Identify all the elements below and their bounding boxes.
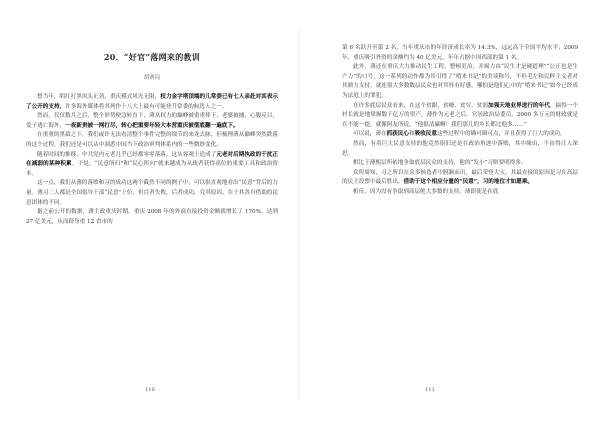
paragraph [26, 131, 278, 150]
paragraph [342, 169, 578, 188]
text-segment: 相比于薄熙层所依地争取底层民众的支持，他的“发小”习则要明得多。 [353, 160, 527, 167]
article-title: 20．“好官”落网来的教训 [103, 52, 201, 62]
highlighted-text: 加强天地业界进行的年代 [488, 102, 550, 109]
text-segment: 然而，仅仅数月之后，整个形势便急转直下，薄从权力的巅峰被重重摔下，老婆被捕，心腹反目，爱子逃亡海外， [26, 113, 278, 129]
left-page-body [26, 93, 278, 227]
page-number-right: 111 [425, 387, 435, 393]
text-segment: ，搞得一个村长就是地掌握数千亿万的资产，薄作为元老之后，官居政治局委员，2000 多万元的财政就是在不能一提，就像阿友所说，“他很清廉啊！我们那儿的乡长都比他多……” [342, 102, 578, 128]
text-segment: 这些过程中的确可圈可点，并且获得了巨大的成功。 [436, 131, 566, 138]
right-page-body [342, 44, 578, 198]
text-segment: 想当年，唱红打黑风头正劲，重庆模式风光无限， [37, 94, 161, 100]
page-number-left: 110 [145, 387, 155, 393]
text-segment: 这一点，我们从薄的落败和习的成功这两个截然不同的例子中，可以很直观地看出“民意”背后的力量。薄习二人都是全国倡导干部“民意”上位，但目者失败，后者成功，究其原因，在于其各自借助的民意团体的不同。 [26, 180, 278, 206]
text-segment: 随着时间的推移，中共党内元老几乎已经都零零落落，这从客观上造成了 [37, 151, 217, 158]
highlighted-text: 权力金字塔顶端的儿常委已有七人亲赴对其表示了公开的支持， [26, 94, 278, 110]
text-segment: 众所周知，习之所以在众多候选者中脱颖而出，最后荣登大宝，其最直接的原因是习在高层的民主投票中最后胜出， [342, 169, 578, 186]
highlighted-text: 抓获民心 [386, 131, 409, 138]
text-segment: 然而，有着巨大民意支持的他竟然很旧还是在政治角逐中落败，其中缘由，不由得让人深思。 [342, 140, 578, 157]
paragraph [26, 179, 278, 208]
text-segment: 许多海外媒体将其列作十八大上最有可能登升常委的候选人之一。 [65, 103, 228, 110]
paragraph [342, 188, 578, 198]
paragraph [26, 208, 278, 227]
highlighted-text: 一夜新贵被一网打尽，转心把重要年轻大本营重庆被彻底翻一遍底下。 [65, 122, 239, 129]
paragraph [26, 151, 278, 180]
highlighted-text: 吸收民意 [414, 131, 437, 138]
right-page [300, 0, 600, 421]
paragraph [26, 112, 278, 131]
highlighted-text: 元老对后期执政的干扰正在减弱的某种积累 [26, 151, 278, 168]
paragraph [342, 44, 578, 63]
paragraph [342, 130, 578, 140]
text-segment: 据之前公开的数据，薄主政重庆时期，重庆 2008 年的外商直接投资金额就增长了 170%，达到 27 亿美元，从而跻身重 12 省市的 [26, 209, 278, 225]
paragraph [342, 140, 578, 159]
paragraph [342, 63, 578, 101]
paragraph [342, 102, 578, 131]
text-segment: 在许多底层民众看来，在这个贫跟、贫瘠、贫穷、贫弱 [353, 102, 488, 109]
paragraph [26, 93, 278, 112]
text-segment: 此外，薄还在重庆大力推动民生工程，整顿吏治，并竭力由“民生才是硬道理”“公正也是生产力”的口号，这一系列的动作都为其引得了“啃来书记”的美谈称号，不但毛左和民粹主义者对其鼎力支持，就连很大多数数层民众也对其怀有好感，哪怕是他们心中的“啃来书记”如今已经成为法庭上的罪犯。 [342, 64, 578, 99]
text-segment: 和 [408, 131, 415, 138]
text-segment: 。于是，“民意所归”和“民心所向”就来越成为从政者获得高位的重要工具和政治资本。 [26, 161, 278, 177]
text-segment: 第 6 名跃升至第 2 名，当年重庆市的年经济成长率为 14.3%，远远高于全国平均水平；2009 年，重庆吸引外资的金额约为 40 亿美元，年年占据中国西部的第 1 名。 [342, 45, 578, 61]
highlighted-text: 借助于这个相应分量的“民意”，习的地位才如愿乘。 [403, 179, 534, 186]
text-segment: 可以说，薄在 [353, 131, 387, 138]
text-segment: 相反，因为没有争取到高层绝大多数的支持，薄即使是在底 [353, 188, 499, 195]
paragraph [342, 159, 578, 169]
article-author: 胡赛局 [143, 75, 161, 81]
text-segment: 在重重的黑幕之下，我们或许无法看清整个事件完整的细节的来龙去脉，但梳理薄从巅峰突然跌落的这个过程，我们还是可以从中洞悉中国当下政治审判体系内的一些微妙变化。 [26, 132, 278, 148]
